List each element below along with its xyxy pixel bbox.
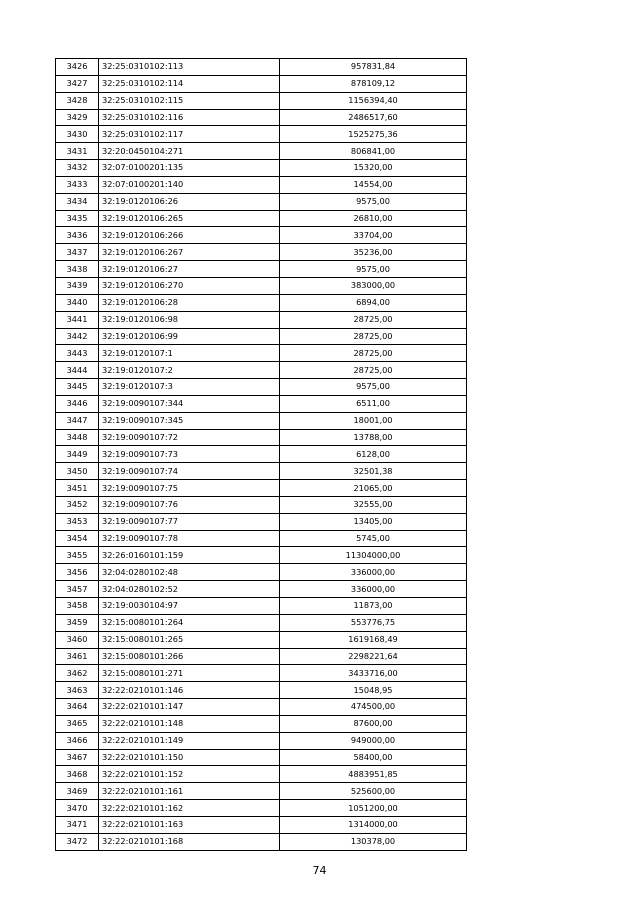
value-cell: 9575,00 <box>280 193 467 210</box>
cadastral-number-cell: 32:19:0090107:77 <box>99 513 280 530</box>
row-number-cell: 3442 <box>56 328 99 345</box>
value-cell: 28725,00 <box>280 345 467 362</box>
row-number-cell: 3472 <box>56 833 99 850</box>
table-row <box>56 564 467 581</box>
row-number-cell: 3457 <box>56 581 99 598</box>
cadastral-number-cell: 32:25:0310102:117 <box>99 126 280 143</box>
cadastral-number-cell: 32:19:0120106:99 <box>99 328 280 345</box>
row-number-cell: 3464 <box>56 699 99 716</box>
value-cell: 15048,95 <box>280 682 467 699</box>
cadastral-number-cell: 32:07:0100201:135 <box>99 160 280 177</box>
row-number-cell: 3432 <box>56 160 99 177</box>
table-row <box>56 59 467 76</box>
value-cell: 14554,00 <box>280 176 467 193</box>
table-row <box>56 530 467 547</box>
row-number-cell: 3447 <box>56 412 99 429</box>
value-cell: 9575,00 <box>280 261 467 278</box>
table-row <box>56 816 467 833</box>
value-cell: 1525275,36 <box>280 126 467 143</box>
cadastral-number-cell: 32:15:0080101:271 <box>99 665 280 682</box>
value-cell: 28725,00 <box>280 362 467 379</box>
cadastral-number-cell: 32:25:0310102:116 <box>99 109 280 126</box>
value-cell: 3433716,00 <box>280 665 467 682</box>
table-row <box>56 379 467 396</box>
table-row <box>56 311 467 328</box>
row-number-cell: 3434 <box>56 193 99 210</box>
cadastral-number-cell: 32:19:0030104:97 <box>99 598 280 615</box>
table-row <box>56 227 467 244</box>
table-row <box>56 513 467 530</box>
table-row <box>56 581 467 598</box>
cadastral-number-cell: 32:22:0210101:148 <box>99 715 280 732</box>
table-row <box>56 429 467 446</box>
cadastral-number-cell: 32:22:0210101:162 <box>99 800 280 817</box>
table-row <box>56 480 467 497</box>
row-number-cell: 3431 <box>56 143 99 160</box>
cadastral-number-cell: 32:22:0210101:152 <box>99 766 280 783</box>
table-row <box>56 648 467 665</box>
value-cell: 130378,00 <box>280 833 467 850</box>
row-number-cell: 3456 <box>56 564 99 581</box>
page-number: 74 <box>312 864 327 877</box>
cadastral-number-cell: 32:22:0210101:163 <box>99 816 280 833</box>
value-cell: 58400,00 <box>280 749 467 766</box>
table-row <box>56 496 467 513</box>
value-cell: 35236,00 <box>280 244 467 261</box>
cadastral-number-cell: 32:19:0090107:76 <box>99 496 280 513</box>
value-cell: 28725,00 <box>280 328 467 345</box>
value-cell: 11873,00 <box>280 598 467 615</box>
cadastral-number-cell: 32:22:0210101:149 <box>99 732 280 749</box>
table-row <box>56 193 467 210</box>
table-row <box>56 766 467 783</box>
row-number-cell: 3450 <box>56 463 99 480</box>
row-number-cell: 3466 <box>56 732 99 749</box>
table-row <box>56 732 467 749</box>
cadastral-number-cell: 32:25:0310102:114 <box>99 75 280 92</box>
cadastral-number-cell: 32:19:0120107:2 <box>99 362 280 379</box>
value-cell: 6511,00 <box>280 395 467 412</box>
table-row <box>56 345 467 362</box>
row-number-cell: 3440 <box>56 294 99 311</box>
value-cell: 878109,12 <box>280 75 467 92</box>
row-number-cell: 3451 <box>56 480 99 497</box>
value-cell: 21065,00 <box>280 480 467 497</box>
row-number-cell: 3443 <box>56 345 99 362</box>
table-row <box>56 749 467 766</box>
value-cell: 336000,00 <box>280 564 467 581</box>
cadastral-number-cell: 32:20:0450104:271 <box>99 143 280 160</box>
row-number-cell: 3428 <box>56 92 99 109</box>
cadastral-number-cell: 32:19:0120106:98 <box>99 311 280 328</box>
cadastral-number-cell: 32:15:0080101:265 <box>99 631 280 648</box>
table-row <box>56 412 467 429</box>
table-row <box>56 715 467 732</box>
table-row <box>56 92 467 109</box>
table-row <box>56 109 467 126</box>
value-cell: 13405,00 <box>280 513 467 530</box>
table-row <box>56 160 467 177</box>
row-number-cell: 3436 <box>56 227 99 244</box>
value-cell: 957831,84 <box>280 59 467 76</box>
table-row <box>56 631 467 648</box>
value-cell: 553776,75 <box>280 614 467 631</box>
value-cell: 32501,38 <box>280 463 467 480</box>
cadastral-number-cell: 32:26:0160101:159 <box>99 547 280 564</box>
table-row <box>56 277 467 294</box>
cadastral-number-cell: 32:22:0210101:147 <box>99 699 280 716</box>
row-number-cell: 3439 <box>56 277 99 294</box>
table-row <box>56 800 467 817</box>
table-body <box>56 59 467 851</box>
table-row <box>56 598 467 615</box>
cadastral-number-cell: 32:19:0120106:28 <box>99 294 280 311</box>
cadastral-number-cell: 32:19:0090107:73 <box>99 446 280 463</box>
value-cell: 13788,00 <box>280 429 467 446</box>
cadastral-number-cell: 32:25:0310102:113 <box>99 59 280 76</box>
cadastral-value-table <box>55 58 467 851</box>
table-row <box>56 75 467 92</box>
cadastral-number-cell: 32:22:0210101:161 <box>99 783 280 800</box>
table-row <box>56 210 467 227</box>
cadastral-number-cell: 32:04:0280102:52 <box>99 581 280 598</box>
table-row <box>56 261 467 278</box>
row-number-cell: 3462 <box>56 665 99 682</box>
value-cell: 1619168,49 <box>280 631 467 648</box>
row-number-cell: 3445 <box>56 379 99 396</box>
cadastral-number-cell: 32:19:0120106:270 <box>99 277 280 294</box>
row-number-cell: 3430 <box>56 126 99 143</box>
value-cell: 5745,00 <box>280 530 467 547</box>
table-row <box>56 463 467 480</box>
row-number-cell: 3441 <box>56 311 99 328</box>
row-number-cell: 3469 <box>56 783 99 800</box>
cadastral-number-cell: 32:22:0210101:168 <box>99 833 280 850</box>
table-row <box>56 699 467 716</box>
row-number-cell: 3452 <box>56 496 99 513</box>
table-row <box>56 294 467 311</box>
cadastral-number-cell: 32:15:0080101:266 <box>99 648 280 665</box>
value-cell: 26810,00 <box>280 210 467 227</box>
cadastral-number-cell: 32:19:0090107:78 <box>99 530 280 547</box>
table-row <box>56 362 467 379</box>
cadastral-number-cell: 32:15:0080101:264 <box>99 614 280 631</box>
row-number-cell: 3449 <box>56 446 99 463</box>
table-row <box>56 547 467 564</box>
value-cell: 87600,00 <box>280 715 467 732</box>
value-cell: 33704,00 <box>280 227 467 244</box>
value-cell: 32555,00 <box>280 496 467 513</box>
value-cell: 949000,00 <box>280 732 467 749</box>
value-cell: 4883951,85 <box>280 766 467 783</box>
table-row <box>56 446 467 463</box>
value-cell: 1314000,00 <box>280 816 467 833</box>
row-number-cell: 3458 <box>56 598 99 615</box>
row-number-cell: 3467 <box>56 749 99 766</box>
value-cell: 6894,00 <box>280 294 467 311</box>
value-cell: 6128,00 <box>280 446 467 463</box>
row-number-cell: 3461 <box>56 648 99 665</box>
table-row <box>56 665 467 682</box>
row-number-cell: 3455 <box>56 547 99 564</box>
cadastral-number-cell: 32:19:0120106:265 <box>99 210 280 227</box>
value-cell: 2298221,64 <box>280 648 467 665</box>
row-number-cell: 3429 <box>56 109 99 126</box>
table-row <box>56 143 467 160</box>
cadastral-number-cell: 32:19:0120106:267 <box>99 244 280 261</box>
row-number-cell: 3460 <box>56 631 99 648</box>
table-row <box>56 783 467 800</box>
cadastral-number-cell: 32:19:0090107:75 <box>99 480 280 497</box>
table-row <box>56 328 467 345</box>
cadastral-number-cell: 32:19:0090107:72 <box>99 429 280 446</box>
value-cell: 11304000,00 <box>280 547 467 564</box>
cadastral-number-cell: 32:22:0210101:150 <box>99 749 280 766</box>
value-cell: 806841,00 <box>280 143 467 160</box>
row-number-cell: 3453 <box>56 513 99 530</box>
cadastral-number-cell: 32:19:0120106:27 <box>99 261 280 278</box>
cadastral-number-cell: 32:19:0090107:74 <box>99 463 280 480</box>
row-number-cell: 3438 <box>56 261 99 278</box>
cadastral-number-cell: 32:19:0120106:266 <box>99 227 280 244</box>
value-cell: 1156394,40 <box>280 92 467 109</box>
cadastral-number-cell: 32:25:0310102:115 <box>99 92 280 109</box>
row-number-cell: 3471 <box>56 816 99 833</box>
row-number-cell: 3454 <box>56 530 99 547</box>
cadastral-number-cell: 32:07:0100201:140 <box>99 176 280 193</box>
row-number-cell: 3433 <box>56 176 99 193</box>
value-cell: 9575,00 <box>280 379 467 396</box>
row-number-cell: 3437 <box>56 244 99 261</box>
table-row <box>56 614 467 631</box>
table-row <box>56 682 467 699</box>
value-cell: 383000,00 <box>280 277 467 294</box>
value-cell: 474500,00 <box>280 699 467 716</box>
cadastral-number-cell: 32:22:0210101:146 <box>99 682 280 699</box>
value-cell: 28725,00 <box>280 311 467 328</box>
value-cell: 1051200,00 <box>280 800 467 817</box>
table-row <box>56 176 467 193</box>
table-row <box>56 126 467 143</box>
cadastral-number-cell: 32:19:0120107:3 <box>99 379 280 396</box>
row-number-cell: 3468 <box>56 766 99 783</box>
row-number-cell: 3426 <box>56 59 99 76</box>
row-number-cell: 3448 <box>56 429 99 446</box>
cadastral-number-cell: 32:19:0090107:345 <box>99 412 280 429</box>
value-cell: 336000,00 <box>280 581 467 598</box>
row-number-cell: 3444 <box>56 362 99 379</box>
row-number-cell: 3427 <box>56 75 99 92</box>
table-row <box>56 244 467 261</box>
value-cell: 15320,00 <box>280 160 467 177</box>
cadastral-number-cell: 32:19:0090107:344 <box>99 395 280 412</box>
cadastral-number-cell: 32:19:0120107:1 <box>99 345 280 362</box>
value-cell: 525600,00 <box>280 783 467 800</box>
row-number-cell: 3459 <box>56 614 99 631</box>
row-number-cell: 3465 <box>56 715 99 732</box>
row-number-cell: 3463 <box>56 682 99 699</box>
table-row <box>56 833 467 850</box>
value-cell: 2486517,60 <box>280 109 467 126</box>
row-number-cell: 3446 <box>56 395 99 412</box>
row-number-cell: 3470 <box>56 800 99 817</box>
table-row <box>56 395 467 412</box>
row-number-cell: 3435 <box>56 210 99 227</box>
cadastral-number-cell: 32:04:0280102:48 <box>99 564 280 581</box>
value-cell: 18001,00 <box>280 412 467 429</box>
cadastral-number-cell: 32:19:0120106:26 <box>99 193 280 210</box>
